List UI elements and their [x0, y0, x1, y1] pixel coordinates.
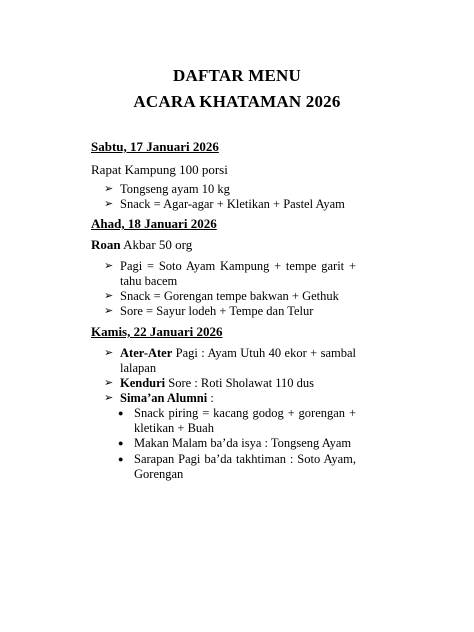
list-item — [104, 289, 356, 304]
arrow-bullet-icon: ➢ — [104, 347, 114, 359]
list-item — [104, 346, 356, 376]
day2-note-bold: Roan — [91, 237, 121, 252]
list-item — [104, 259, 356, 289]
arrow-bullet-icon: ➢ — [104, 260, 114, 272]
sub-list-item — [118, 436, 356, 451]
sub-list-item-text: Snack piring = kacang godog + gorengan + kletikan + Buah — [134, 406, 356, 435]
title-line-2: ACARA KHATAMAN 2026 — [133, 92, 341, 111]
list-item-bold: Kenduri — [120, 376, 166, 390]
sub-list-item — [118, 452, 356, 482]
arrow-bullet-icon: ➢ — [104, 392, 114, 404]
round-bullet-icon: ● — [118, 454, 124, 464]
sub-list-item-text: Makan Malam ba’da isya : Tongseng Ayam — [134, 436, 352, 450]
list-item-text: Sore = Sayur lodeh + Tempe dan Telur — [120, 304, 314, 318]
list-item-text: Pagi = Soto Ayam Kampung + tempe garit + tahu bacem — [120, 259, 356, 288]
day2-heading: Ahad, 18 Januari 2026 — [91, 216, 217, 231]
arrow-bullet-icon: ➢ — [104, 290, 114, 302]
list-item-rest: Sore : Roti Sholawat 110 dus — [165, 376, 314, 390]
list-item-text: Tongseng ayam 10 kg — [120, 182, 230, 196]
day1-heading: Sabtu, 17 Januari 2026 — [91, 139, 219, 154]
day2-note-rest: Akbar 50 org — [120, 237, 193, 252]
list-item-text — [120, 391, 356, 406]
round-bullet-icon: ● — [118, 408, 124, 418]
list-item — [104, 197, 356, 212]
title-line-1: DAFTAR MENU — [173, 66, 301, 85]
list-item-text: Snack = Gorengan tempe bakwan + Gethuk — [120, 289, 339, 303]
list-item-text — [120, 376, 356, 391]
list-item-rest: Pagi : Ayam Utuh 40 ekor + sambal lalapan — [120, 346, 356, 375]
list-item-text: Snack = Agar-agar + Kletikan + Pastel Ayam — [120, 197, 345, 211]
day1-note: Rapat Kampung 100 porsi — [91, 162, 228, 177]
list-item-bold: Ater-Ater — [120, 346, 173, 360]
round-bullet-icon: ● — [118, 438, 124, 448]
list-item-text — [120, 346, 356, 376]
list-item — [104, 304, 356, 319]
arrow-bullet-icon: ➢ — [104, 377, 114, 389]
arrow-bullet-icon: ➢ — [104, 305, 114, 317]
list-item-rest: : — [207, 391, 214, 405]
sub-list-item-text: Sarapan Pagi ba’da takhtiman : Soto Ayam, Gorengan — [134, 452, 356, 481]
arrow-bullet-icon: ➢ — [104, 183, 114, 195]
day3-heading: Kamis, 22 Januari 2026 — [91, 324, 223, 339]
list-item — [104, 391, 356, 406]
arrow-bullet-icon: ➢ — [104, 198, 114, 210]
list-item — [104, 182, 356, 197]
day2-note — [91, 237, 192, 253]
list-item-bold: Sima’an Alumni — [120, 391, 208, 405]
list-item — [104, 376, 356, 391]
sub-list-item — [118, 406, 356, 436]
